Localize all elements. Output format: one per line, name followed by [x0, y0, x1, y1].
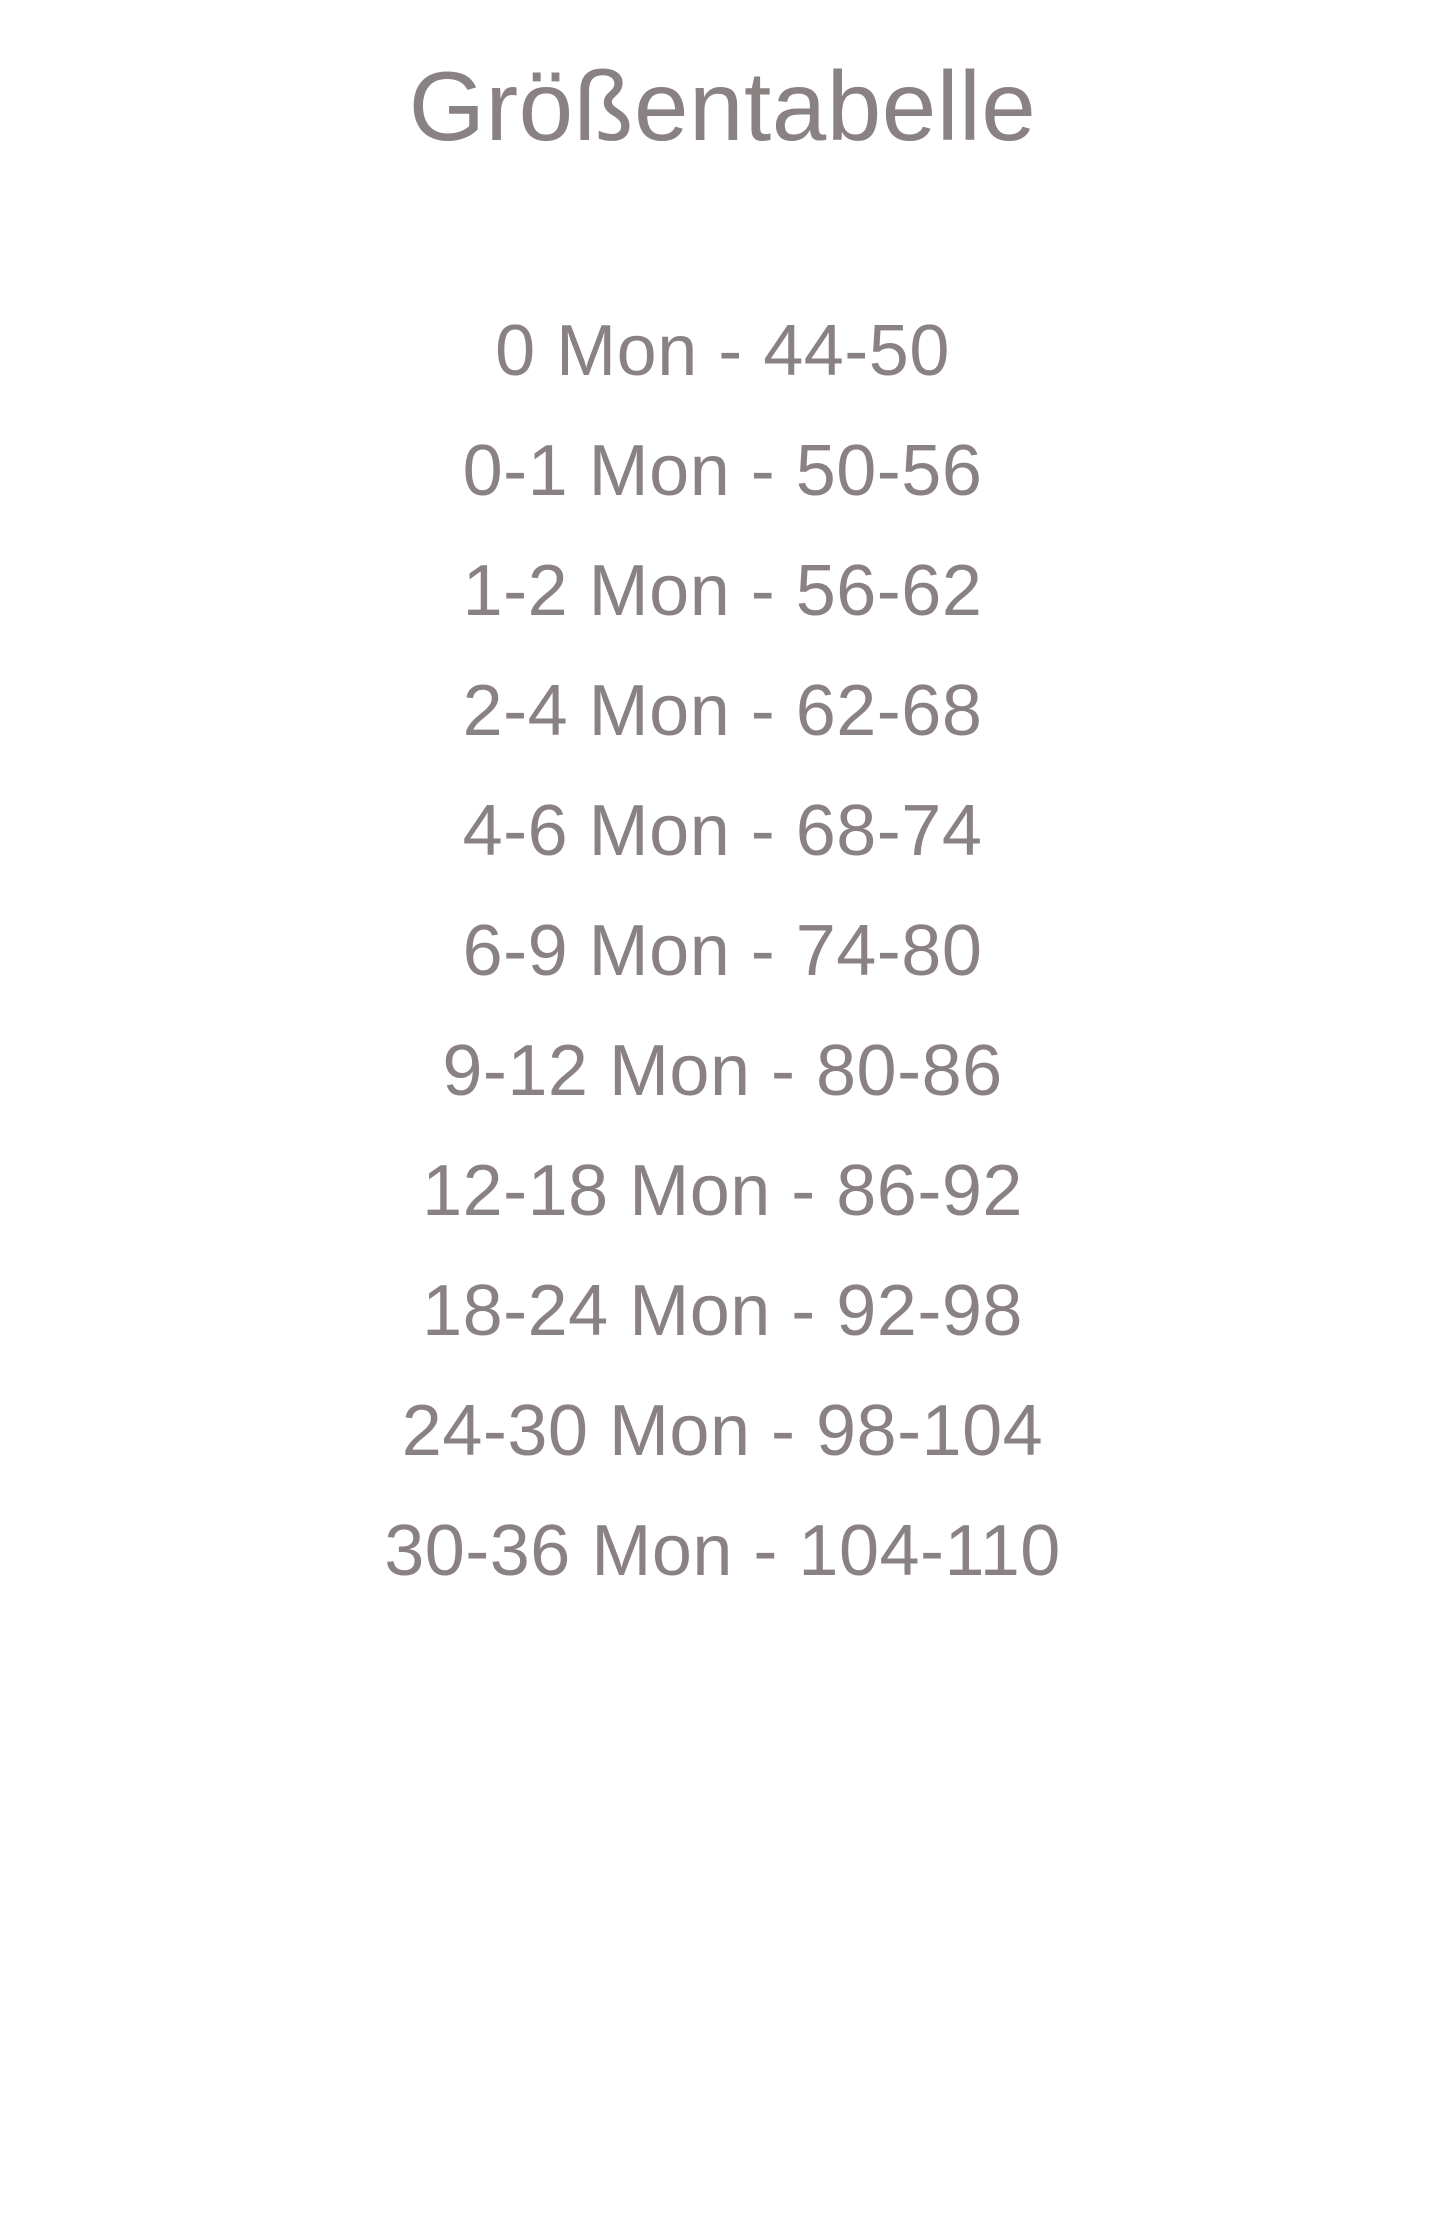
- list-item: 1-2 Mon - 56-62: [462, 550, 983, 631]
- size-chart-list: [0, 310, 1445, 1591]
- page-title: Größentabelle: [408, 51, 1037, 161]
- list-item: 0 Mon - 44-50: [495, 310, 950, 391]
- list-item: 24-30 Mon - 98-104: [401, 1390, 1044, 1471]
- list-item: 6-9 Mon - 74-80: [462, 910, 983, 991]
- list-item: 18-24 Mon - 92-98: [422, 1270, 1023, 1351]
- list-item: 2-4 Mon - 62-68: [462, 670, 983, 751]
- list-item: 30-36 Mon - 104-110: [384, 1510, 1061, 1591]
- list-item: 4-6 Mon - 68-74: [462, 790, 983, 871]
- list-item: 12-18 Mon - 86-92: [422, 1150, 1023, 1231]
- list-item: 0-1 Mon - 50-56: [462, 430, 983, 511]
- list-item: 9-12 Mon - 80-86: [442, 1030, 1003, 1111]
